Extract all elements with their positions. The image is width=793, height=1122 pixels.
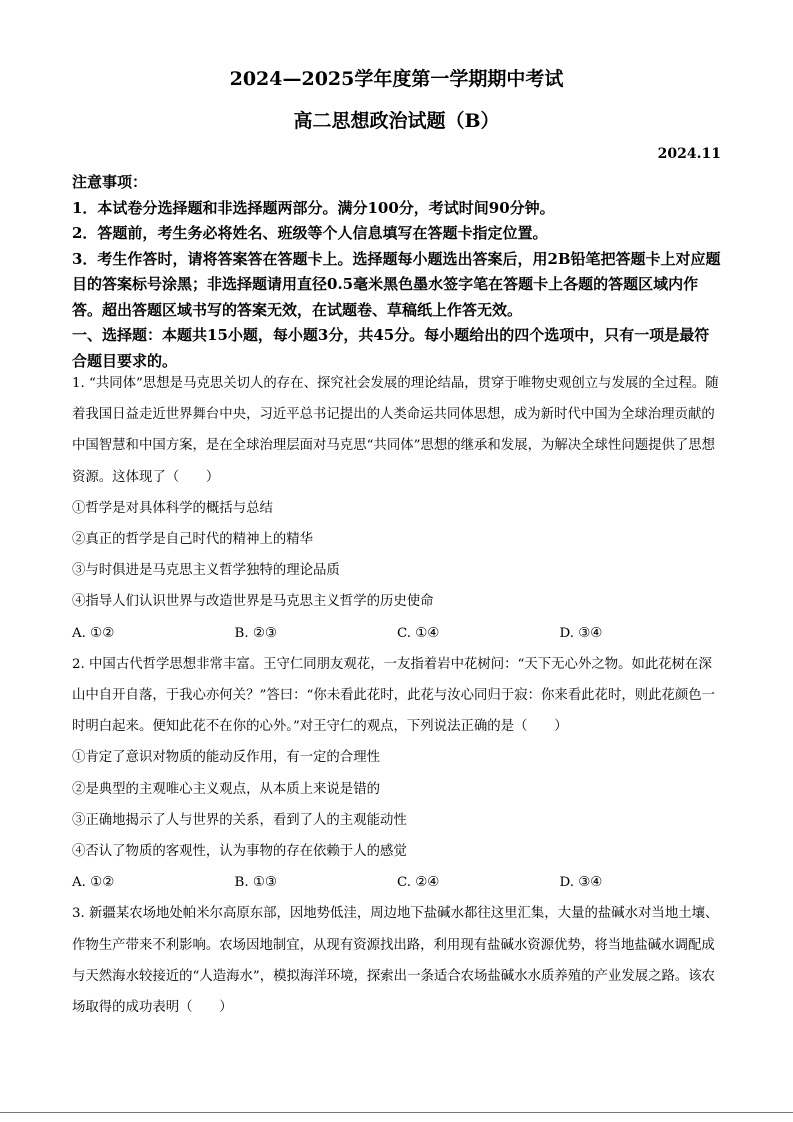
- question-options: [72, 618, 722, 649]
- page-bottom-rule: [0, 1112, 793, 1113]
- exam-title: 2024—2025学年度第一学期期中考试: [229, 68, 564, 90]
- exam-subtitle: 高二思想政治试题（B）: [293, 110, 500, 132]
- note-item: 1．本试卷分选择题和非选择题两部分。满分100分，考试时间90分钟。: [72, 198, 555, 217]
- section-heading: 一、选择题：本题共15小题，每小题3分，共45分。每小题给出的四个选项中，只有一项是最符合题目要求的。: [72, 326, 710, 370]
- option-b: B. ②③: [234, 625, 277, 641]
- exam-date: 2024.11: [657, 146, 721, 162]
- question-statement: ①哲学是对具体科学的概括与总结: [72, 500, 273, 516]
- question-stem: 3. 新疆某农场地处帕米尔高原东部，因地势低洼，周边地下盐碱水都往这里汇集，大量的盐碱水对当地土壤、作物生产带来不利影响。农场因地制宜，从现有资源找出路，利用现有盐碱水资源优势，将当地盐碱水调配成与天然海水较接近的“人造海水”，模拟海洋环境，探索出一条适合农场盐碱水水质养殖的产业发展之路。该农场取得的成功表明（ ）: [72, 906, 719, 1016]
- option-a: A. ①②: [72, 875, 115, 891]
- option-d: D. ③④: [559, 625, 603, 641]
- question-statement: ①肯定了意识对物质的能动反作用，有一定的合理性: [72, 750, 380, 766]
- question-statement: ②真正的哲学是自己时代的精神上的精华: [72, 532, 314, 548]
- note-item: 3．考生作答时，请将答案答在答题卡上。选择题每小题选出答案后，用2B铅笔把答题卡上对应题目的答案标号涂黑；非选择题请用直径0.5毫米黑色墨水签字笔在答题卡上各题的答题区域内作答。超出答题区域书写的答案无效，在试题卷、草稿纸上作答无效。: [72, 249, 721, 319]
- question-options: [72, 867, 722, 898]
- question-statement: ③正确地揭示了人与世界的关系，看到了人的主观能动性: [72, 812, 407, 828]
- question-stem: 1. “共同体”思想是马克思关切人的存在、探究社会发展的理论结晶，贯穿于唯物史观创立与发展的全过程。随着我国日益走近世界舞台中央，习近平总书记提出的人类命运共同体思想，成为新时代中国为全球治理贡献的中国智慧和中国方案，是在全球治理层面对马克思“共同体”思想的继承和发展，为解决全球性问题提供了思想资源。这体现了（ ）: [72, 376, 719, 485]
- question-statement: ④指导人们认识世界与改造世界是马克思主义哲学的历史使命: [72, 594, 434, 610]
- notes-section: [72, 170, 722, 374]
- option-c: C. ①④: [397, 625, 440, 641]
- question-stem: 2. 中国古代哲学思想非常丰富。王守仁同朋友观花，一友指着岩中花树问：“天下无心外之物。如此花树在深山中自开自落，于我心亦何关？”答曰：“你未看此花时，此花与汝心同归于寂：你来看此花时，则此花颜色一时明白起来。便知此花不在你的心外。”对王守仁的观点，下列说法正确的是（ ）: [72, 656, 716, 735]
- option-b: B. ①③: [234, 875, 277, 891]
- question-statement: ④否认了物质的客观性，认为事物的存在依赖于人的感觉: [72, 844, 407, 860]
- question-statement: ②是典型的主观唯心主义观点，从本质上来说是错的: [72, 781, 380, 797]
- questions-section: [72, 368, 722, 1023]
- question-statement: ③与时俱进是马克思主义哲学独特的理论品质: [72, 563, 340, 579]
- option-a: A. ①②: [72, 625, 115, 641]
- notes-heading: 注意事项：: [72, 173, 148, 191]
- option-d: D. ③④: [559, 875, 603, 891]
- note-item: 2．答题前，考生务必将姓名、班级等个人信息填写在答题卡指定位置。: [72, 224, 548, 242]
- option-c: C. ②④: [397, 875, 440, 891]
